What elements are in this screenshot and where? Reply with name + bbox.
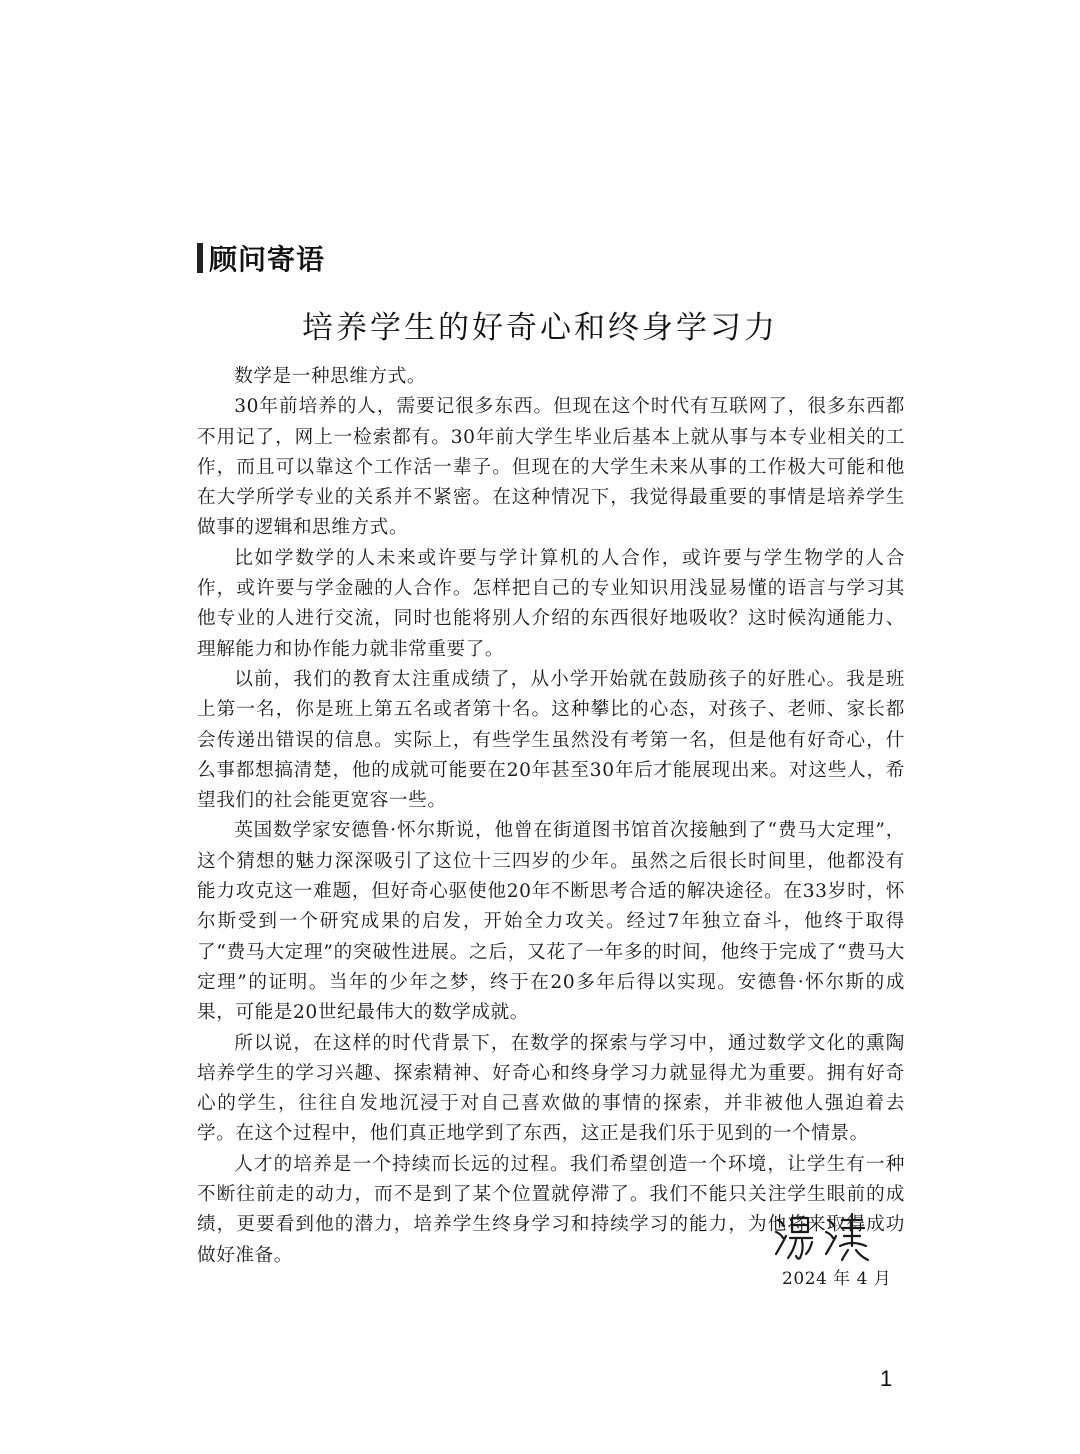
paragraph: 比如学数学的人未来或许要与学计算机的人合作，或许要与学生物学的人合作，或许要与学金融的人合作。怎样把自己的专业知识用浅显易懂的语言与学习其他专业的人进行交流，同时也能将别人介绍的东西很好地吸收？这时候沟通能力、理解能力和协作能力就非常重要了。 <box>197 547 905 660</box>
page-number: 1 <box>880 1366 893 1391</box>
paragraph: 30年前培养的人，需要记很多东西。但现在这个时代有互联网了，很多东西都不用记了，网上一检索都有。30年前大学生毕业后基本上就从事与本专业相关的工作，而且可以靠这个工作活一辈子。但现在的大学生未来从事的工作极大可能和他在大学所学专业的关系并不紧密。在这种情况下，我觉得最重要的事情是培养学生做事的逻辑和思维方式。 <box>197 396 905 539</box>
paragraph: 所以说，在这样的时代背景下，在数学的探索与学习中，通过数学文化的熏陶培养学生的学习兴趣、探索精神、好奇心和终身学习力就显得尤为重要。拥有好奇心的学生，往往自发地沉浸于对自己喜欢做的事情的探索，并非被他人强迫着去学。在这个过程中，他们真正地学到了东西，这正是我们乐于见到的一个情景。 <box>197 1032 905 1145</box>
section-title: 顾问寄语 <box>209 243 326 276</box>
section-header <box>197 240 325 276</box>
paragraph: 人才的培养是一个持续而长远的过程。我们希望创造一个环境，让学生有一种不断往前走的动力，而不是到了某个位置就停滞了。我们不能只关注学生眼前的成绩，更要看到他的潜力，培养学生终身学习和持续学习的能力，为他将来取得成功做好准备。 <box>197 1153 905 1266</box>
paragraph: 英国数学家安德鲁·怀尔斯说，他曾在街道图书馆首次接触到了“费马大定理”，这个猜想的魅力深深吸引了这位十三四岁的少年。虽然之后很长时间里，他都没有能力攻克这一难题，但好奇心驱使他20年不断思考合适的解决途径。在33岁时，怀尔斯受到一个研究成果的启发，开始全力攻关。经过7年独立奋斗，他终于取得了“费马大定理”的突破性进展。之后，又花了一年多的时间，他终于完成了“费马大定理”的证明。当年的少年之梦，终于在20多年后得以实现。安德鲁·怀尔斯的成果，可能是20世纪最伟大的数学成就。 <box>197 820 905 1024</box>
article-title: 培养学生的好奇心和终身学习力 <box>302 310 778 346</box>
section-bar <box>197 243 203 273</box>
paragraph: 以前，我们的教育太注重成绩了，从小学开始就在鼓励孩子的好胜心。我是班上第一名，你是班上第五名或者第十名。这种攀比的心态，对孩子、老师、家长都会传递出错误的信息。实际上，有些学生虽然没有考第一名，但是他有好奇心，什么事都想搞清楚，他的成就可能要在20年甚至30年后才能展现出来。对这些人，希望我们的社会能更宽容一些。 <box>197 668 905 812</box>
paragraph: 数学是一种思维方式。 <box>234 366 427 387</box>
date: 2024 年 4 月 <box>782 1269 892 1289</box>
handwritten-signature <box>772 1210 882 1264</box>
article-body <box>197 362 905 1271</box>
